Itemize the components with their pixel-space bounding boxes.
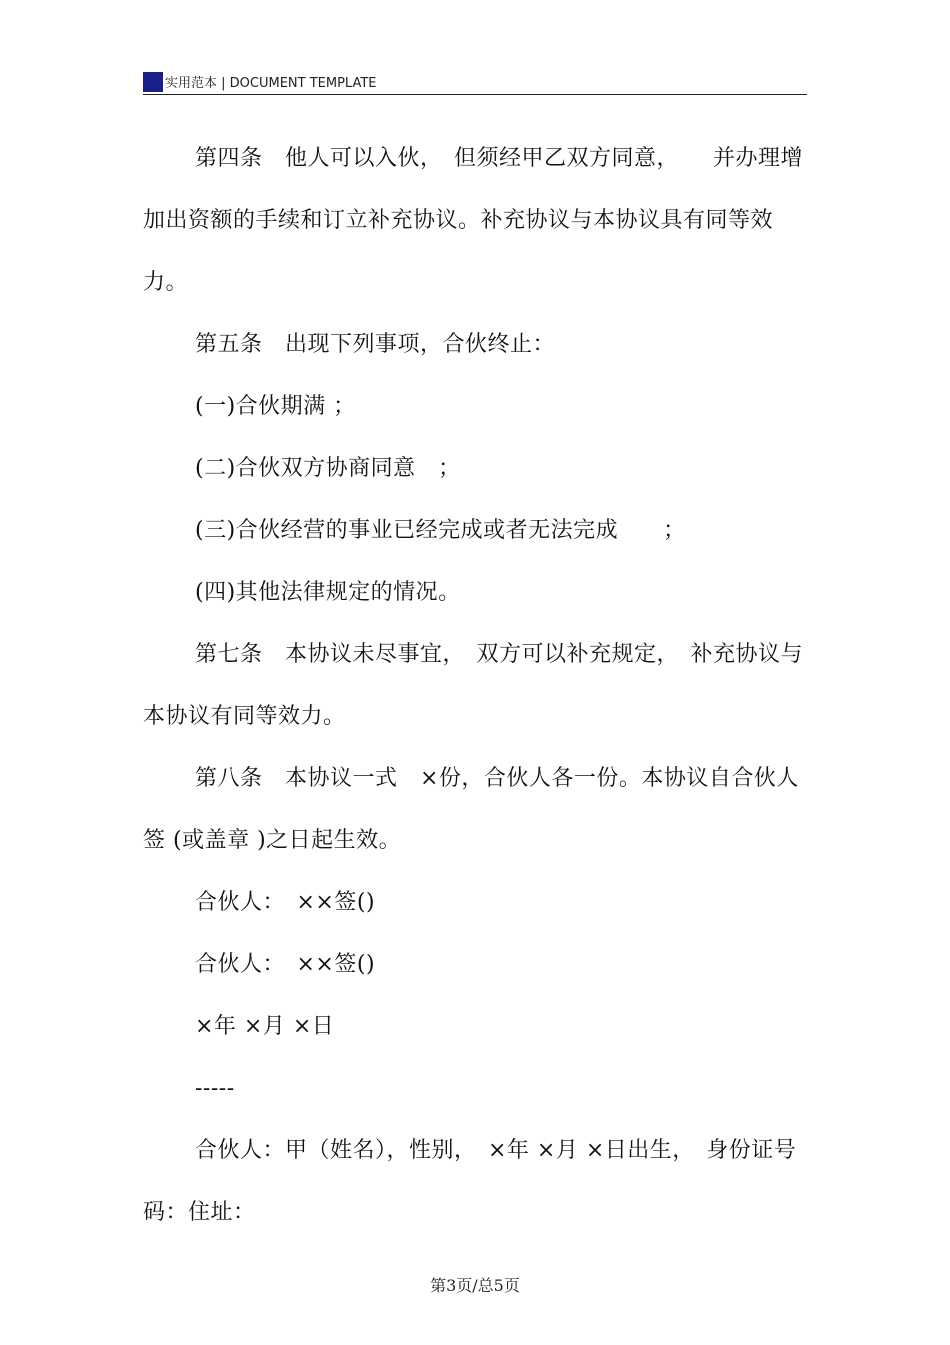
article-5: 第五条 出现下列事项，合伙终止： [195, 332, 556, 357]
article-4: 第四条 他人可以入伙， 但须经甲乙双方同意， 并办理增加出资额的手续和订立补充协议。补充协议与本协议具有同等效力。 [143, 146, 804, 295]
termination-item-4: (四)其他法律规定的情况。 [195, 580, 461, 605]
article-8: 第八条 本协议一式 ×份，合伙人各一份。本协议自合伙人签 (或盖章 )之日起生效。 [143, 766, 799, 853]
partner-signature-1: 合伙人： ××签() [195, 890, 376, 915]
termination-item-1: (一)合伙期满 ； [195, 394, 356, 419]
partner-info: 合伙人：甲（姓名），性别， ×年 ×月 ×日出生， 身份证号码：住址： [143, 1138, 797, 1225]
logo-icon [143, 72, 163, 92]
article-7: 第七条 本协议未尽事宜， 双方可以补充规定， 补充协议与本协议有同等效力。 [143, 642, 804, 729]
partner-signature-2: 合伙人： ××签() [195, 952, 376, 977]
termination-item-3: (三)合伙经营的事业已经完成或者无法完成 ； [195, 518, 686, 543]
page-header [143, 68, 807, 95]
termination-item-2: (二)合伙双方协商同意 ； [195, 456, 461, 481]
page-indicator: 第3页/总5页 [430, 1276, 520, 1295]
header-title: 实用范本 | DOCUMENT TEMPLATE [165, 76, 377, 91]
section-divider: ----- [195, 1076, 235, 1101]
signing-date: ×年 ×月 ×日 [195, 1014, 335, 1039]
document-body [143, 128, 803, 1244]
